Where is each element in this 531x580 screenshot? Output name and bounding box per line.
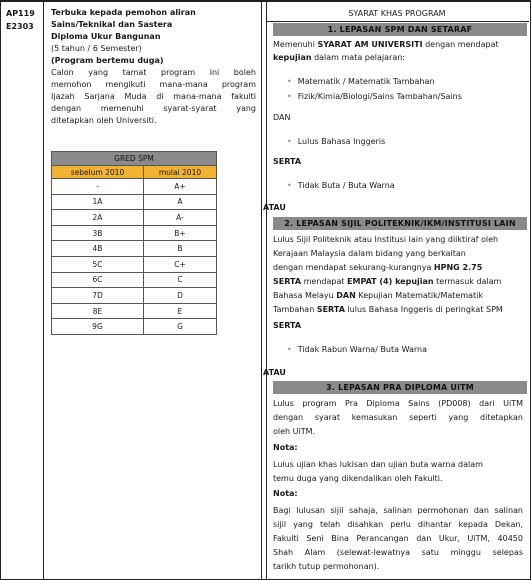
s2-bullet-text: Tidak Rabun Warna/ Buta Warna	[297, 345, 428, 354]
s1-text-bold: SYARAT AM UNIVERSITI	[317, 40, 423, 49]
grade-after: B+	[143, 225, 216, 241]
grade-col-after: mulai 2010	[143, 166, 216, 179]
s3-note2-line-2: sijil yang telah disahkan perlu dihantar kepada Dekan,	[273, 520, 523, 529]
requirements-title: SYARAT KHAS PROGRAM	[348, 9, 446, 18]
table-row	[52, 288, 217, 304]
s3-line-1: Lulus program Pra Diploma Sains (PD008) dari UiTM	[273, 399, 523, 408]
s2-serta: SERTA	[273, 321, 302, 330]
column-divider-1	[43, 1, 44, 579]
s3-line-3: oleh UiTM.	[273, 427, 316, 436]
bullet-icon: •	[287, 181, 292, 190]
s1-bullet-text: Matematik / Matematik Tambahan	[297, 77, 435, 86]
s2-line-5	[273, 289, 523, 302]
atau-1: ATAU	[263, 203, 286, 212]
s1-text: dalam mata pelajaran:	[311, 53, 405, 62]
grade-after: C+	[143, 256, 216, 272]
s1-dan: DAN	[273, 113, 291, 122]
grade-after: A+	[143, 179, 216, 195]
s1-text-bold: kepujian	[273, 53, 312, 62]
grade-before: 7D	[52, 288, 144, 304]
s2-line-1: Lulus Sijil Politeknik atau Institusi lain yang diiktiraf oleh	[273, 235, 499, 244]
program-duration: (5 tahun / 6 Semester)	[51, 44, 142, 53]
s1-bullet-3	[287, 135, 385, 148]
program-code-line-1: AP119	[6, 9, 35, 18]
table-row	[52, 194, 217, 210]
s3-note2-line-5: tarikh tutup permohonan).	[273, 562, 380, 571]
s2-text: Bahasa Melayu	[273, 291, 337, 300]
grade-after: C	[143, 272, 216, 288]
grade-before: 6C	[52, 272, 144, 288]
s2-text: lulus Bahasa Inggeris di peringkat SPM	[344, 305, 503, 314]
title-divider	[267, 21, 529, 22]
s2-text-bold: SERTA	[273, 277, 302, 286]
s2-line-3	[273, 261, 523, 274]
s2-line-6	[273, 303, 523, 316]
bullet-icon: •	[287, 137, 292, 146]
desc-line-3: Ijazah Sarjana Muda di mana-mana fakulti	[51, 92, 256, 101]
desc-line-5: ditetapkan oleh Universiti.	[51, 116, 157, 125]
s3-note1-line-1: Lulus ujian khas lukisan dan ujian buta warna dalam	[273, 460, 483, 469]
grade-before: 2A	[52, 210, 144, 226]
s3-note2-line-4: Shah Alam (selewat-lewatnya satu minggu selepas	[273, 548, 523, 557]
interview-note: (Program bertemu duga)	[51, 56, 164, 65]
s2-text-bold: EMPAT (4) kepujian	[347, 277, 434, 286]
grade-after: A-	[143, 210, 216, 226]
grade-col-before: sebelum 2010	[52, 166, 144, 179]
s1-line-2	[273, 51, 523, 64]
spm-grade-table	[51, 151, 217, 335]
program-name: Diploma Ukur Bangunan	[51, 32, 161, 41]
s1-bullet-2	[287, 90, 462, 103]
s1-bullet-text: Tidak Buta / Buta Warna	[297, 181, 395, 190]
grade-after: G	[143, 319, 216, 335]
intro-line-1: Terbuka kepada pemohon aliran	[51, 8, 196, 17]
s2-line-4	[273, 275, 523, 288]
grade-table-title: GRED SPM	[52, 152, 217, 166]
grade-after: A	[143, 194, 216, 210]
grade-after: D	[143, 288, 216, 304]
s3-nota-2: Nota:	[273, 489, 298, 498]
s2-line-2: Kerajaan Malaysia dalam bidang yang berkaitan	[273, 249, 466, 258]
atau-2: ATAU	[263, 368, 286, 377]
s1-text: Memenuhi	[273, 40, 318, 49]
column-divider-3	[266, 1, 267, 579]
grade-before: 1A	[52, 194, 144, 210]
s1-bullet-4	[287, 179, 395, 192]
s2-text-bold: HPNG 2.75	[433, 263, 483, 272]
table-row	[52, 210, 217, 226]
s2-text-bold: DAN	[336, 291, 356, 300]
table-row	[52, 225, 217, 241]
table-row	[52, 256, 217, 272]
section-2-header: 2. LEPASAN SIJIL POLITEKNIK/IKM/INSTITUSI LAIN	[273, 217, 527, 230]
s2-text: termasuk dalam	[433, 277, 502, 286]
s1-bullet-1	[287, 75, 434, 88]
s2-bullet-1	[287, 343, 427, 356]
program-code	[6, 7, 42, 33]
s3-line-2: dengan syarat kemasukan seperti yang ditetapkan	[273, 413, 523, 422]
program-description	[51, 7, 256, 127]
bullet-icon: •	[287, 345, 292, 354]
grade-before: 4B	[52, 241, 144, 257]
bullet-icon: •	[287, 92, 292, 101]
table-row	[52, 179, 217, 195]
s3-nota-1: Nota:	[273, 443, 298, 452]
grade-before: 9G	[52, 319, 144, 335]
s1-line-1	[273, 38, 523, 51]
top-border	[1, 1, 530, 2]
s1-bullet-text: Fizik/Kimia/Biologi/Sains Tambahan/Sains	[297, 92, 462, 101]
s3-note2-line-3: Fakulti Seni Bina Perancangan dan Ukur, UiTM, 40450	[273, 534, 523, 543]
section-3-header: 3. LEPASAN PRA DIPLOMA UiTM	[273, 381, 527, 394]
intro-line-2: Sains/Teknikal dan Sastera	[51, 20, 173, 29]
s1-text: dengan mendapat	[422, 40, 499, 49]
grade-before: 5C	[52, 256, 144, 272]
s2-text: mendapat	[301, 277, 348, 286]
s2-text-bold: SERTA	[316, 305, 345, 314]
s3-note1-line-2: temu duga yang dikendalikan oleh Fakulti.	[273, 474, 443, 483]
bullet-icon: •	[287, 77, 292, 86]
program-code-line-2: E2303	[6, 22, 34, 31]
grade-after: B	[143, 241, 216, 257]
desc-line-4: dengan memenuhi syarat-syarat yang	[51, 104, 256, 113]
desc-line-1: Calon yang tamat program ini boleh	[51, 68, 256, 77]
section-1-header: 1. LEPASAN SPM DAN SETARAF	[273, 23, 527, 36]
table-row	[52, 319, 217, 335]
s2-text: Kepujian Matematik/Matematik	[355, 291, 484, 300]
grade-before: 8E	[52, 303, 144, 319]
s2-text: Tambahan	[273, 305, 317, 314]
table-row	[52, 272, 217, 288]
s1-bullet-text: Lulus Bahasa Inggeris	[297, 137, 386, 146]
s3-note2-line-1: Bagi lulusan sijil sahaja, salinan permohonan dan salinan	[273, 506, 523, 515]
table-row	[52, 241, 217, 257]
s2-text: dengan mendapat sekurang-kurangnya	[273, 263, 434, 272]
grade-after: E	[143, 303, 216, 319]
grade-before: -	[52, 179, 144, 195]
s1-serta: SERTA	[273, 157, 302, 166]
table-row	[52, 303, 217, 319]
column-divider-2	[261, 1, 262, 579]
desc-line-2: memohon mengikuti mana-mana program	[51, 80, 256, 89]
grade-before: 3B	[52, 225, 144, 241]
